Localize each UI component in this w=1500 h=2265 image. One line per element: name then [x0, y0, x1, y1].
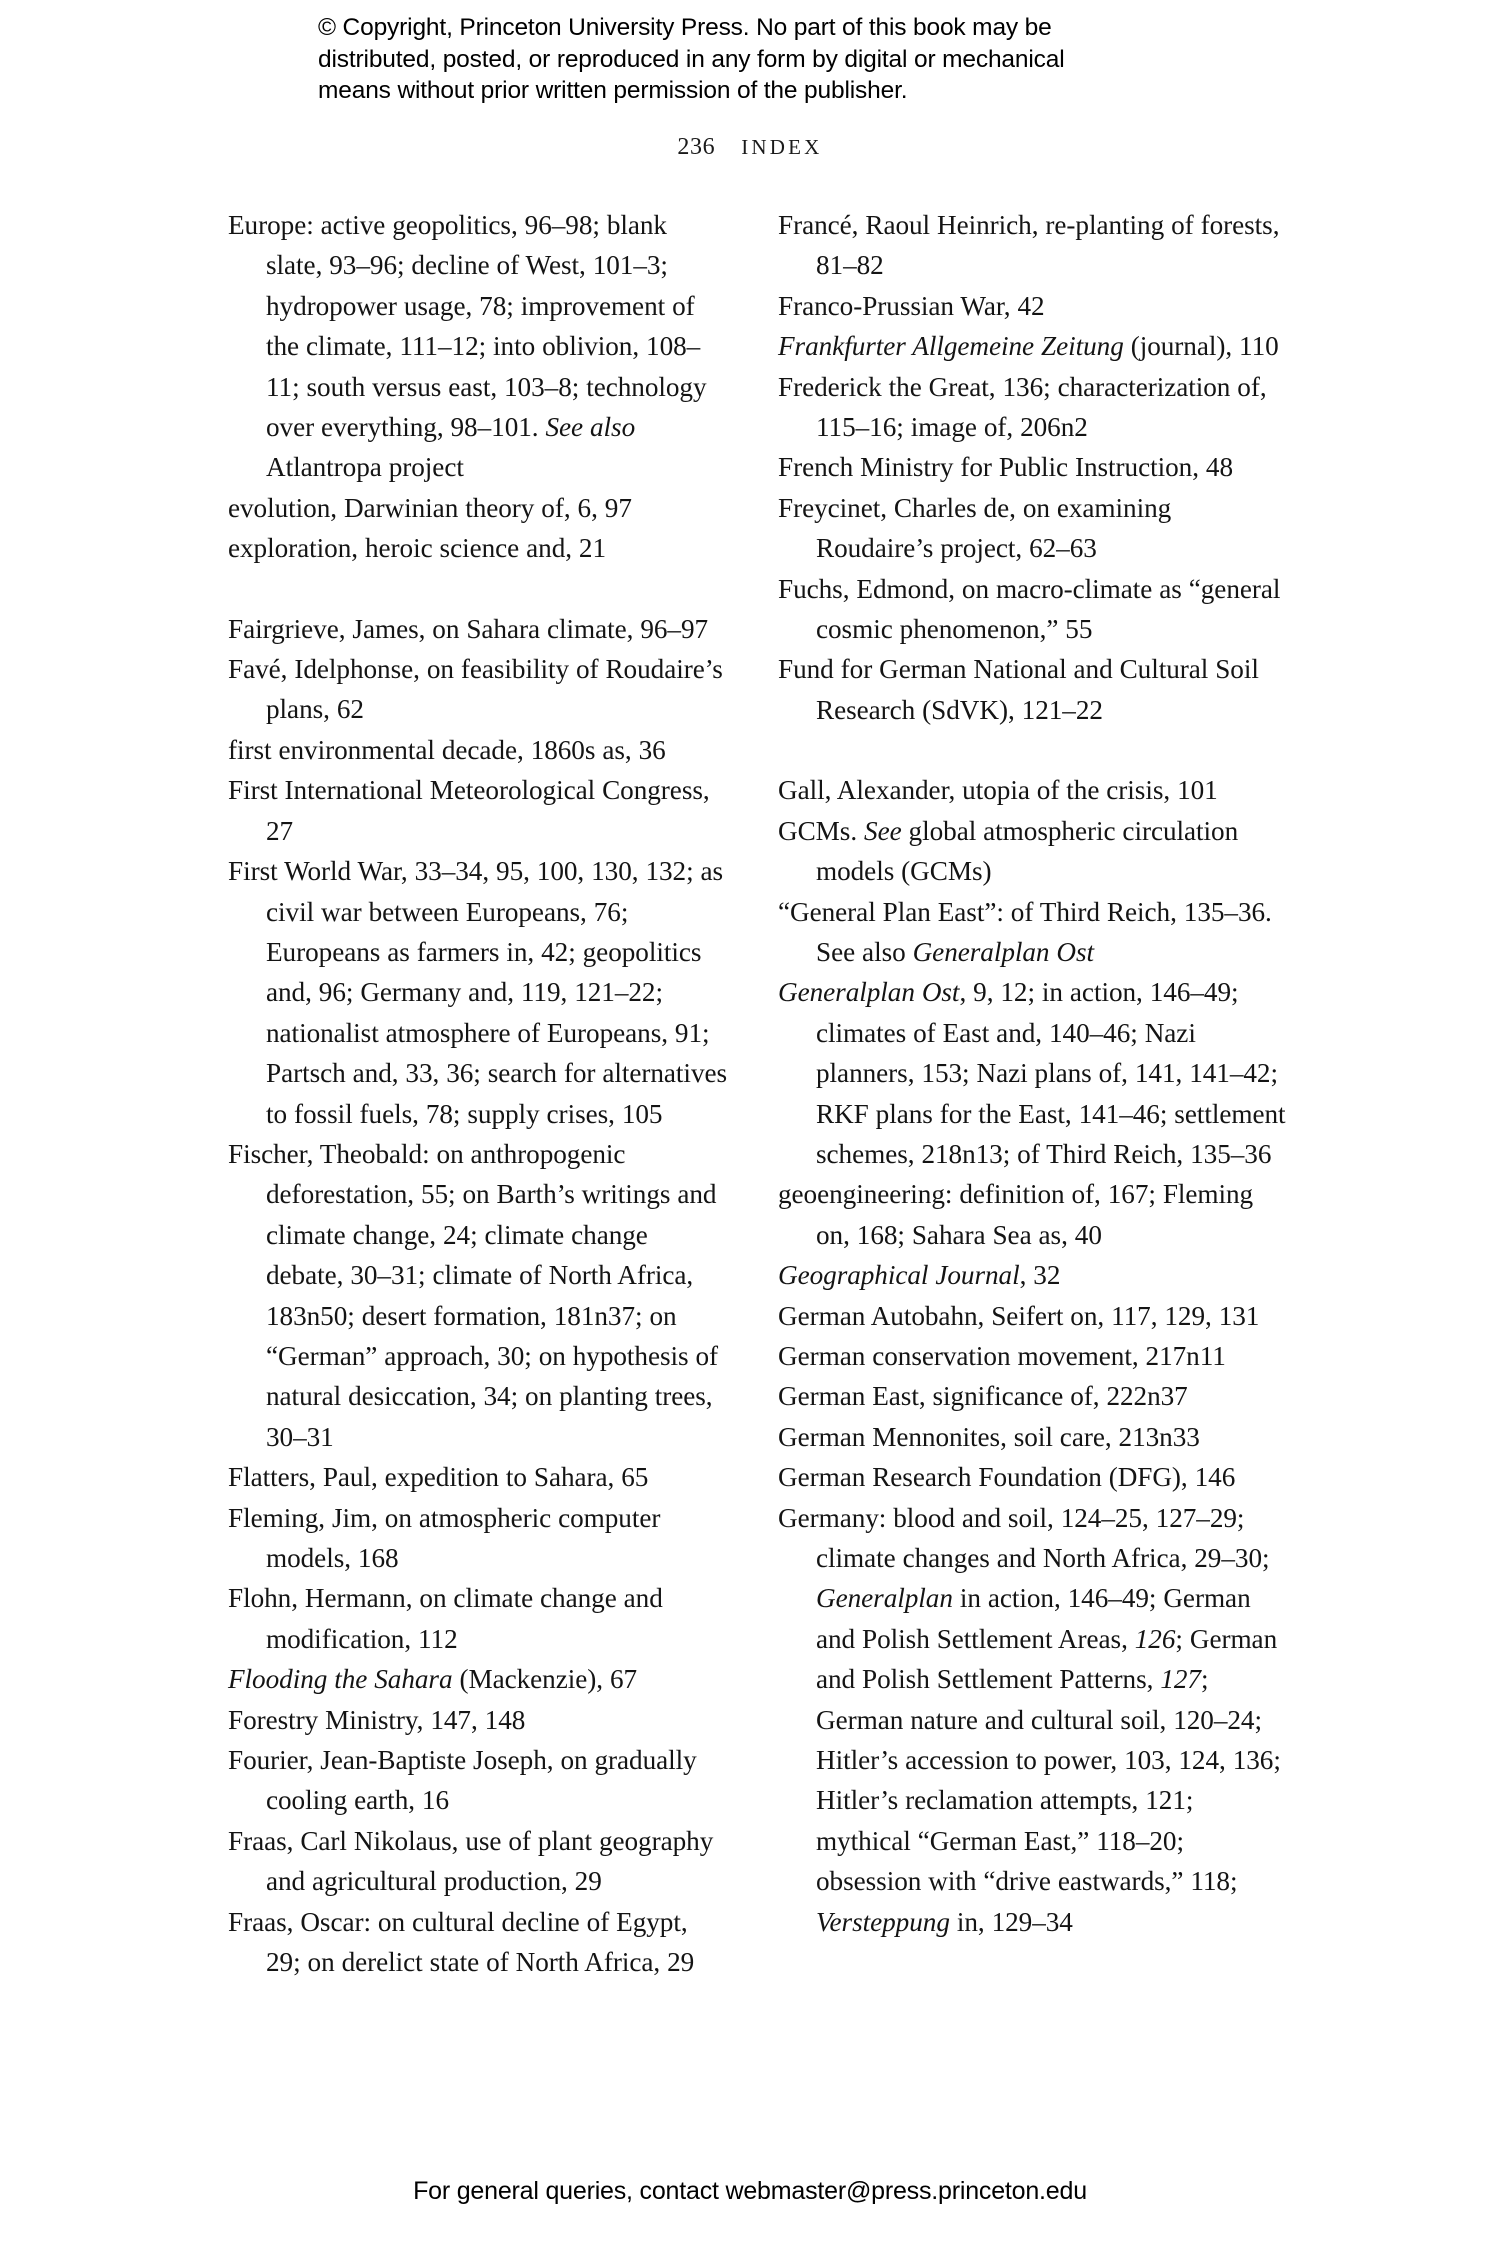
letter-group-gap [778, 730, 1288, 770]
index-entry: First International Meteorological Congress, 27 [228, 775, 710, 846]
index-entry: Frankfurter Allgemeine Zeitung (journal), 110 [778, 331, 1279, 362]
index-entry: Germany: blood and soil, 124–25, 127–29; climate changes and North Africa, 29–30; Generalplan in action, 146–49; German and Polish Settlement Areas, 126; German and Polish Settlement Patterns, 127; German nature and cultural soil, 120–24; Hitler’s accession to power, 103, 124, 136; Hitler’s reclamation attempts, 121; mythical “German East,” 118–20; obsession with “drive eastwards,” 118; Versteppung in, 129–34 [778, 1502, 1281, 1937]
index-entry: Geographical Journal, 32 [778, 1260, 1061, 1291]
index-entry: Fuchs, Edmond, on macro-climate as “general cosmic phenomenon,” 55 [778, 573, 1281, 645]
page-number: 236 [677, 134, 716, 160]
index-entry: Europe: active geopolitics, 96–98; blank slate, 93–96; decline of West, 101–3; hydropower usage, 78; improvement of the climate, 111–12; into oblivion, 108–11; south versus east, 103–8; technology over everything, 98–101. See also Atlantropa project [228, 210, 707, 483]
index-entry: geoengineering: definition of, 167; Fleming on, 168; Sahara Sea as, 40 [778, 1179, 1254, 1250]
index-entry: French Ministry for Public Instruction, 48 [778, 452, 1233, 483]
letter-group-gap [228, 569, 728, 609]
index-entry: Fourier, Jean-Baptiste Joseph, on gradually cooling earth, 16 [228, 1745, 697, 1816]
copyright-line-3: means without prior written permission of the publisher. [318, 77, 908, 104]
index-entry: Forestry Ministry, 147, 148 [228, 1704, 526, 1735]
index-entry: Fraas, Oscar: on cultural decline of Egypt, 29; on derelict state of North Africa, 29 [228, 1906, 695, 1978]
index-entry: Fairgrieve, James, on Sahara climate, 96–97 [228, 613, 709, 644]
index-entry: Flooding the Sahara (Mackenzie), 67 [228, 1664, 638, 1695]
index-entry: Gall, Alexander, utopia of the crisis, 101 [778, 775, 1218, 806]
index-entry: first environmental decade, 1860s as, 36 [228, 734, 666, 765]
index-entry: Favé, Idelphonse, on feasibility of Roudaire’s plans, 62 [228, 654, 723, 725]
index-entry: First World War, 33–34, 95, 100, 130, 132; as civil war between Europeans, 76; Europeans as farmers in, 42; geopolitics and, 96; Germany and, 119, 121–22; nationalist atmosphere of Europeans, 91; Partsch and, 33, 36; search for alternatives to fossil fuels, 78; supply crises, 105 [228, 856, 728, 1129]
index-entry: Frederick the Great, 136; characterization of, 115–16; image of, 206n2 [778, 371, 1267, 443]
page-footer [0, 2177, 1500, 2206]
copyright-notice [318, 12, 1163, 107]
index-entry: German Mennonites, soil care, 213n33 [778, 1421, 1200, 1452]
index-entry: evolution, Darwinian theory of, 6, 97 [228, 492, 632, 523]
index-entry: Fischer, Theobald: on anthropogenic deforestation, 55; on Barth’s writings and climate change, 24; climate change debate, 30–31; climate of North Africa, 183n50; desert formation, 181n37; on “German” approach, 30; on hypothesis of natural desiccation, 34; on planting trees, 30–31 [228, 1138, 719, 1452]
index-entry: “General Plan East”: of Third Reich, 135–36. See also Generalplan Ost [778, 896, 1272, 967]
index-entry: Fleming, Jim, on atmospheric computer models, 168 [228, 1502, 661, 1573]
copyright-line-2: distributed, posted, or reproduced in any form by digital or mechanical [318, 45, 1065, 73]
running-head [0, 134, 1500, 161]
index-column-left [228, 205, 728, 1982]
index-entry: Freycinet, Charles de, on examining Roudaire’s project, 62–63 [778, 492, 1172, 564]
index-entry: German Autobahn, Seifert on, 117, 129, 131 [778, 1300, 1260, 1331]
index-entry: Flatters, Paul, expedition to Sahara, 65 [228, 1462, 649, 1493]
index-entry: GCMs. See global atmospheric circulation models (GCMs) [778, 815, 1239, 887]
index-entry: Fraas, Carl Nikolaus, use of plant geography and agricultural production, 29 [228, 1825, 714, 1897]
index-entry: Francé, Raoul Heinrich, re-planting of forests, 81–82 [778, 210, 1280, 281]
copyright-line-1: © Copyright, Princeton University Press. No part of this book may be [318, 14, 1052, 41]
index-entry: German conservation movement, 217n11 [778, 1340, 1226, 1371]
footer-text: For general queries, contact webmaster@press.princeton.edu [413, 2177, 1087, 2205]
index-entry: Fund for German National and Cultural Soil Research (SdVK), 121–22 [778, 654, 1259, 725]
index-entry: German Research Foundation (DFG), 146 [778, 1462, 1236, 1493]
index-entry: exploration, heroic science and, 21 [228, 533, 607, 564]
index-column-right [778, 205, 1288, 1942]
index-entry: Franco-Prussian War, 42 [778, 290, 1045, 321]
index-entry: Flohn, Hermann, on climate change and modification, 112 [228, 1583, 663, 1654]
index-entry: German East, significance of, 222n37 [778, 1381, 1188, 1412]
running-head-label: INDEX [741, 135, 823, 159]
index-entry: Generalplan Ost, 9, 12; in action, 146–49; climates of East and, 140–46; Nazi planners, 153; Nazi plans of, 141, 141–42; RKF plans for the East, 141–46; settlement schemes, 218n13; of Third Reich, 135–36 [778, 977, 1286, 1169]
